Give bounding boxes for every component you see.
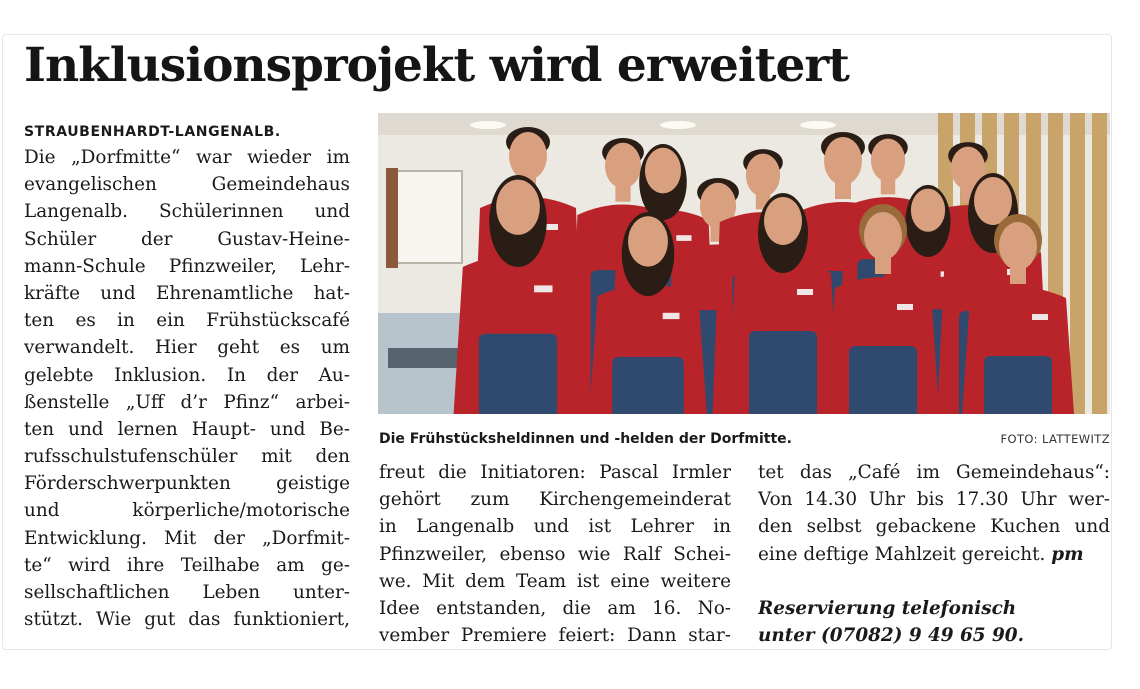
person-logo xyxy=(663,313,680,319)
column-line: ten es in ein Frühstückscafé xyxy=(24,310,350,332)
column-line: te“ wird ihre Teilhabe am ge- xyxy=(24,554,350,576)
person-apron xyxy=(984,356,1052,414)
column-3-last-line: eine deftige Mahlzeit gereicht. xyxy=(758,543,1046,565)
person-face xyxy=(509,132,547,180)
person-face xyxy=(645,148,681,194)
dateline: STRAUBENHARDT-LANGENALB. xyxy=(24,124,281,140)
ceiling-lamp xyxy=(470,121,506,129)
column-line: evangelischen Gemeindehaus xyxy=(24,174,350,196)
column-line: we. Mit dem Team ist eine weitere xyxy=(379,570,731,592)
column-line: vember Premiere feiert: Dann star- xyxy=(379,625,731,647)
ceiling-lamp xyxy=(800,121,836,129)
group-photo-illustration xyxy=(378,113,1110,414)
column-line: Schüler der Gustav-Heine- xyxy=(24,228,350,250)
person-logo xyxy=(797,289,813,295)
person-face xyxy=(605,143,641,189)
column-line: sellschaftlichen Leben unter- xyxy=(24,582,350,603)
person-logo xyxy=(1032,314,1048,320)
counter-box xyxy=(388,348,458,368)
column-line: Förderschwerpunkten geistige xyxy=(24,473,350,495)
photo-credit: FOTO: LATTEWITZ xyxy=(1000,432,1110,446)
person-logo xyxy=(534,285,552,292)
wall-slat xyxy=(1092,113,1107,414)
column-line: tet das „Café im Gemeindehaus“: xyxy=(758,462,1110,483)
column-3 xyxy=(758,459,1110,649)
column-line: stützt. Wie gut das funktioniert, xyxy=(24,609,350,631)
column-line: Entwicklung. Mit der „Dorfmit- xyxy=(24,527,350,549)
person-logo xyxy=(897,304,913,310)
photo-caption xyxy=(379,428,1110,450)
column-line: freut die Initiatoren: Pascal Irmler xyxy=(379,462,731,483)
column-line: Pfinzweiler, ebenso wie Ralf Schei- xyxy=(379,543,731,565)
column-line: den selbst gebackene Kuchen und xyxy=(758,516,1110,538)
spacer xyxy=(758,568,1110,595)
column-line: und körperliche/motorische xyxy=(24,500,350,522)
reservation-line-1: Reservierung telefonisch xyxy=(758,597,1017,619)
person-apron xyxy=(749,331,817,414)
column-line: verwandelt. Hier geht es um xyxy=(24,337,350,359)
person-face xyxy=(628,216,668,266)
door-frame xyxy=(386,168,398,268)
column-line xyxy=(758,541,1110,568)
caption-text: Die Frühstücksheldinnen und -helden der Dorfmitte. xyxy=(379,431,792,447)
person-logo xyxy=(676,235,691,241)
column-1 xyxy=(24,120,350,633)
column-line: mann-Schule Pfinzweiler, Lehr- xyxy=(24,255,350,277)
person-face xyxy=(496,180,540,235)
column-line: rufsschulstufenschüler mit den xyxy=(24,446,350,468)
column-line: gehört zum Kirchengemeinderat xyxy=(379,489,731,511)
group-photo xyxy=(378,113,1110,414)
person-apron xyxy=(612,357,683,414)
person-face xyxy=(871,139,905,182)
column-2 xyxy=(379,459,731,649)
person-face xyxy=(824,137,862,185)
reservation-line-2: unter (07082) 9 49 65 90. xyxy=(758,625,1024,647)
column-line: ten und lernen Haupt- und Be- xyxy=(24,418,350,440)
column-line: Die „Dorfmitte“ war wieder im xyxy=(24,147,350,168)
column-line: Idee entstanden, die am 16. No- xyxy=(379,597,731,619)
column-line: in Langenalb und ist Lehrer in xyxy=(379,516,731,538)
person-face xyxy=(911,189,945,232)
headline: Inklusionsprojekt wird erweitert xyxy=(24,38,849,93)
column-line: ßenstelle „Uff d’r Pfinz“ arbei- xyxy=(24,391,350,413)
person-apron xyxy=(849,346,917,414)
column-line: Von 14.30 Uhr bis 17.30 Uhr wer- xyxy=(758,489,1110,511)
author-signature: pm xyxy=(1051,543,1084,565)
person-face xyxy=(764,197,802,245)
window xyxy=(390,171,462,263)
person-face xyxy=(999,222,1037,270)
column-line: gelebte Inklusion. In der Au- xyxy=(24,364,350,386)
person-apron xyxy=(479,334,557,414)
wall-slat xyxy=(1070,113,1085,414)
person-face xyxy=(746,154,780,197)
person-face xyxy=(864,212,902,260)
ceiling-lamp xyxy=(660,121,696,129)
column-line: Langenalb. Schülerinnen und xyxy=(24,201,350,223)
column-line: kräfte und Ehrenamtliche hat- xyxy=(24,282,350,304)
